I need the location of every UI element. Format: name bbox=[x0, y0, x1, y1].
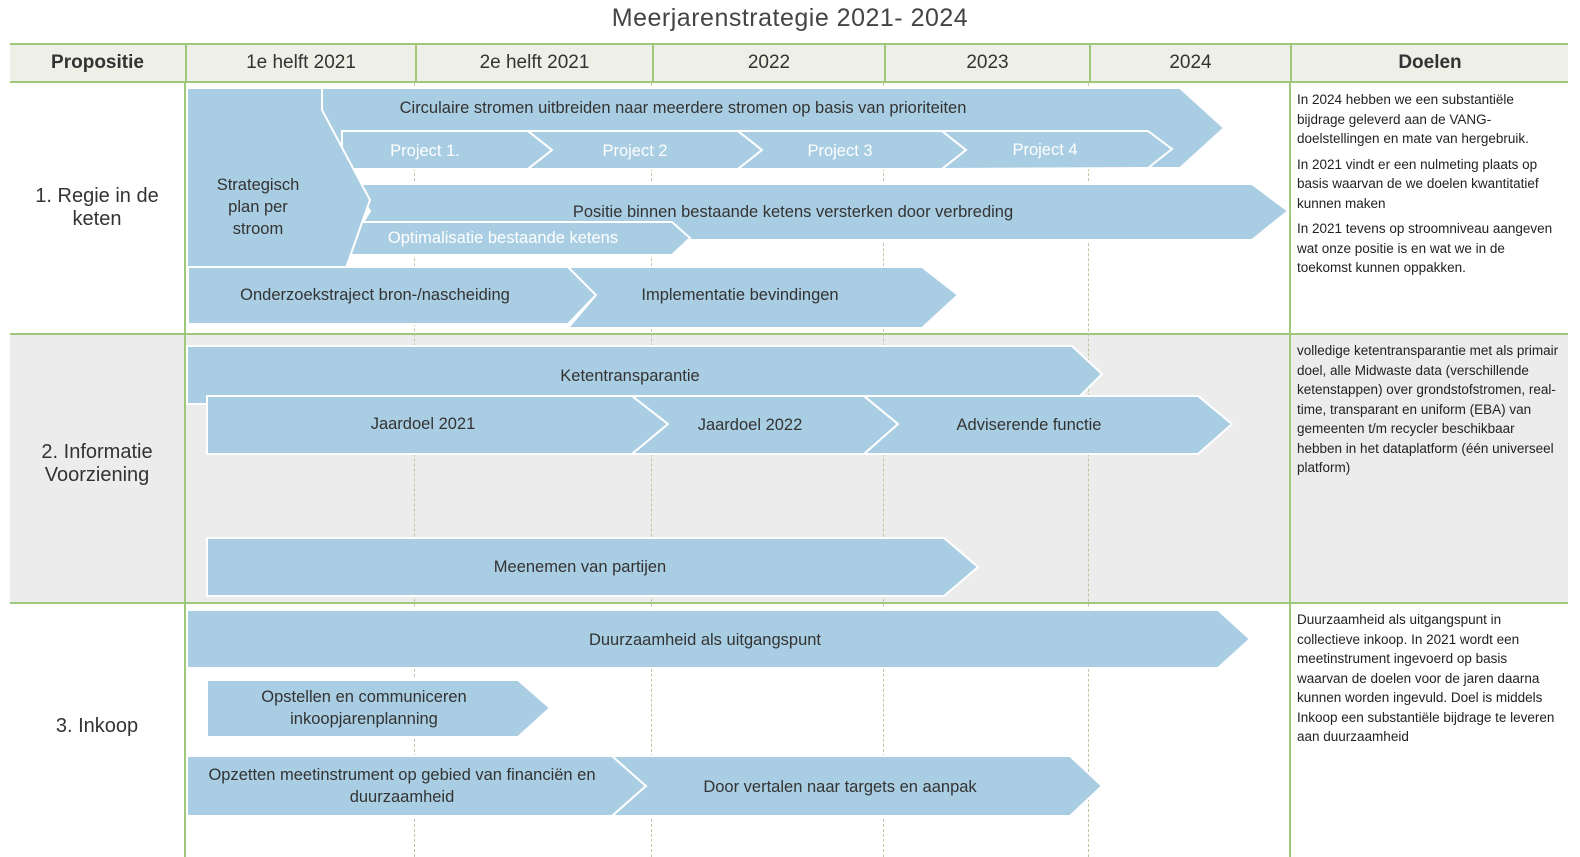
goal-informatie-1: volledige ketentransparantie met als primair doel, alle Midwaste data (verschillende ketenstappen) over grondstofstromen, real-time, transparant en uniform (EBA) van gemeenten t/m recycler beschikbaar hebben in het dataplatform (één universeel platform) bbox=[1297, 343, 1559, 475]
row-label-regie: 1. Regie in de keten bbox=[35, 185, 159, 230]
label-duurzaamheid: Duurzaamheid als uitgangspunt bbox=[588, 631, 822, 649]
label-circulaire: Circulaire stromen uitbreiden naar meerdere stromen op basis van prioriteiten bbox=[399, 99, 967, 117]
label-optimalisatie: Optimalisatie bestaande ketens bbox=[387, 229, 619, 247]
header-period-5: 2024 bbox=[1089, 45, 1290, 81]
label-project-2: Project 2 bbox=[602, 142, 668, 160]
label-doorvertalen: Door vertalen naar targets en aanpak bbox=[703, 778, 977, 796]
label-adviserend: Adviserende functie bbox=[956, 416, 1102, 434]
goal-inkoop-1: Duurzaamheid als uitgangspunt in collectieve inkoop. In 2021 wordt een meetinstrument ingevoerd op basis waarvan de doelen voor de jaren daarna kunnen worden ingevuld. Doel is middels Inkoop een substantiële bijdrage te leveren aan duurzaamheid bbox=[1297, 612, 1555, 744]
goal-regie-3: In 2021 tevens op stroomniveau aangeven wat onze positie is en wat we in de toekomst kunnen oppakken. bbox=[1297, 221, 1553, 275]
label-project-3: Project 3 bbox=[807, 142, 873, 160]
label-implementatie: Implementatie bevindingen bbox=[641, 286, 839, 304]
label-project-4: Project 4 bbox=[1012, 141, 1078, 159]
label-project-1: Project 1. bbox=[390, 142, 460, 160]
label-jaardoel-2022: Jaardoel 2022 bbox=[697, 416, 803, 434]
row-label-informatie: 2. Informatie Voorziening bbox=[41, 441, 153, 486]
label-opstellen: Opstellen en communiceren inkoopjarenplanning bbox=[261, 688, 467, 728]
header-period-4: 2023 bbox=[884, 45, 1089, 81]
diagram-title: Meerjarenstrategie 2021- 2024 bbox=[611, 4, 969, 32]
label-jaardoel-2021: Jaardoel 2021 bbox=[370, 415, 476, 433]
label-opzetten: Opzetten meetinstrument op gebied van financiën en duurzaamheid bbox=[208, 766, 596, 806]
header-period-2: 2e helft 2021 bbox=[415, 45, 652, 81]
goal-regie-2: In 2021 vindt er een nulmeting plaats op basis waarvan de we doelen kwantitatief kunnen maken bbox=[1297, 156, 1539, 211]
label-positie: Positie binnen bestaande ketens versterken door verbreding bbox=[572, 203, 1014, 221]
header-doelen: Doelen bbox=[1290, 45, 1568, 81]
header-propositie: Propositie bbox=[51, 52, 144, 73]
label-strategisch: Strategisch plan per stroom bbox=[216, 176, 300, 238]
goal-regie-1: In 2024 hebben we een substantiële bijdrage geleverd aan de VANG-doelstellingen en mate van hergebruik. bbox=[1297, 92, 1529, 146]
label-onderzoek: Onderzoekstraject bron-/nascheiding bbox=[240, 286, 510, 304]
label-meenemen: Meenemen van partijen bbox=[493, 558, 667, 576]
header-period-3: 2022 bbox=[652, 45, 884, 81]
label-ketentransparantie: Ketentransparantie bbox=[560, 367, 700, 385]
row-label-inkoop: 3. Inkoop bbox=[55, 715, 139, 737]
header-period-1: 1e helft 2021 bbox=[185, 45, 415, 81]
